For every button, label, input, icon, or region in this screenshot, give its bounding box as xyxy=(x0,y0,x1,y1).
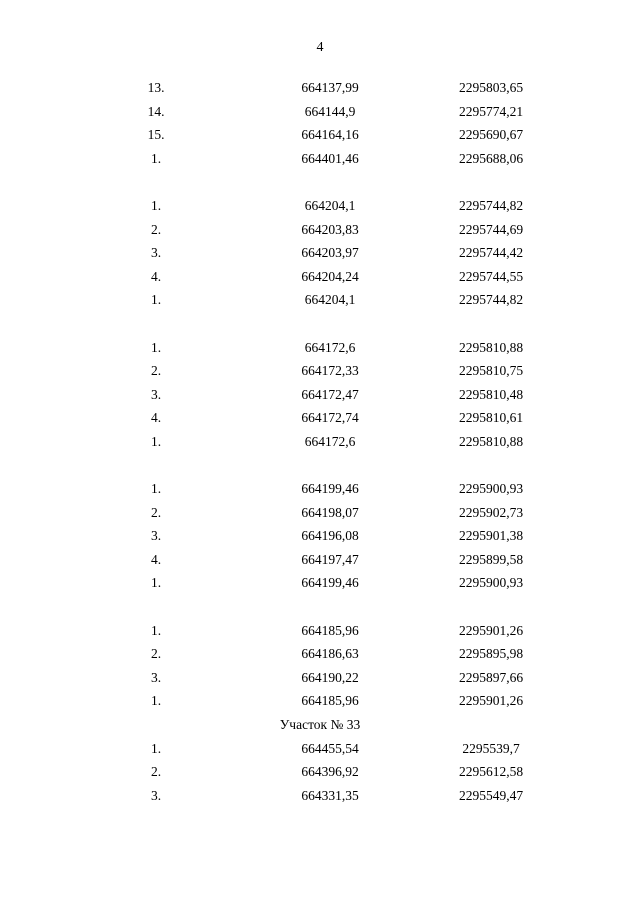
point-number: 1. xyxy=(150,197,162,213)
table-row xyxy=(0,123,640,147)
coordinates-table xyxy=(0,76,640,807)
point-number: 3. xyxy=(150,669,162,685)
point-number: 4. xyxy=(150,268,162,284)
coordinate-y: 2295901,38 xyxy=(458,528,524,544)
table-row xyxy=(0,359,640,383)
coordinate-y: 2295744,42 xyxy=(458,245,524,261)
point-number: 13. xyxy=(147,80,165,95)
point-number: 2. xyxy=(150,646,162,662)
table-row xyxy=(0,548,640,572)
coordinate-x: 664396,92 xyxy=(301,764,359,780)
coordinate-y: 2295899,58 xyxy=(458,551,524,567)
coordinate-x: 664199,46 xyxy=(301,481,359,497)
page-number: 4 xyxy=(316,40,324,55)
coordinate-x: 664190,22 xyxy=(301,669,359,685)
section-heading: Участок № 33 xyxy=(279,717,361,733)
table-row xyxy=(0,288,640,312)
point-number: 1. xyxy=(150,339,162,355)
coordinate-y: 2295744,82 xyxy=(458,197,524,213)
point-number: 2. xyxy=(150,363,162,379)
point-number: 3. xyxy=(150,386,162,402)
table-row xyxy=(0,524,640,548)
point-number: 4. xyxy=(150,551,162,567)
coordinate-y: 2295612,58 xyxy=(458,764,524,780)
coordinate-y: 2295744,69 xyxy=(458,221,524,237)
coordinate-x: 664203,97 xyxy=(301,245,359,261)
table-row xyxy=(0,642,640,666)
table-row xyxy=(0,336,640,360)
table-row xyxy=(0,147,640,171)
point-number: 1. xyxy=(150,292,162,308)
point-number: 4. xyxy=(150,410,162,426)
table-row xyxy=(0,619,640,643)
table-row xyxy=(0,265,640,289)
coordinate-y: 2295810,88 xyxy=(458,433,524,449)
point-number: 1. xyxy=(150,740,162,756)
point-number: 1. xyxy=(150,433,162,449)
table-row xyxy=(0,218,640,242)
point-number: 1. xyxy=(150,481,162,497)
point-number: 3. xyxy=(150,528,162,544)
coordinate-x: 664204,1 xyxy=(304,292,356,308)
coordinate-x: 664172,47 xyxy=(301,386,359,402)
point-number: 2. xyxy=(150,221,162,237)
coordinate-x: 664401,46 xyxy=(301,150,359,166)
coordinate-y: 2295901,26 xyxy=(458,622,524,638)
coordinate-x: 664172,74 xyxy=(301,410,359,426)
table-row xyxy=(0,571,640,595)
section-heading-row xyxy=(0,713,640,737)
coordinate-y: 2295810,75 xyxy=(458,363,524,379)
group-spacer xyxy=(0,170,640,194)
table-row xyxy=(0,666,640,690)
table-row xyxy=(0,477,640,501)
table-row xyxy=(0,383,640,407)
coordinate-y: 2295549,47 xyxy=(458,787,524,803)
coordinate-x: 664144,9 xyxy=(304,103,356,119)
coordinate-y: 2295744,82 xyxy=(458,292,524,308)
table-row xyxy=(0,689,640,713)
coordinate-y: 2295690,67 xyxy=(458,127,524,143)
point-number: 1. xyxy=(150,622,162,638)
group-spacer xyxy=(0,312,640,336)
coordinate-x: 664172,6 xyxy=(304,339,356,355)
coordinate-x: 664185,96 xyxy=(301,622,359,638)
table-row xyxy=(0,241,640,265)
table-row xyxy=(0,760,640,784)
coordinate-y: 2295774,21 xyxy=(458,103,524,119)
coordinate-y: 2295900,93 xyxy=(458,575,524,591)
group-spacer xyxy=(0,454,640,478)
coordinate-x: 664196,08 xyxy=(301,528,359,544)
table-row xyxy=(0,100,640,124)
point-number: 1. xyxy=(150,693,162,709)
point-number: 14. xyxy=(147,103,165,119)
table-row xyxy=(0,784,640,808)
point-number: 2. xyxy=(150,504,162,520)
coordinate-y: 2295895,98 xyxy=(458,646,524,662)
coordinate-y: 2295902,73 xyxy=(458,504,524,520)
coordinate-y: 2295688,06 xyxy=(458,150,524,166)
table-row xyxy=(0,430,640,454)
coordinate-x: 664172,33 xyxy=(301,363,359,379)
coordinate-x: 664331,35 xyxy=(301,787,359,803)
coordinate-y: 2295810,88 xyxy=(458,339,524,355)
point-number: 3. xyxy=(150,787,162,803)
coordinate-x: 664197,47 xyxy=(301,551,359,567)
coordinate-y: 2295901,26 xyxy=(458,693,524,709)
coordinate-x: 664185,96 xyxy=(301,693,359,709)
coordinate-x: 664204,24 xyxy=(301,268,359,284)
coordinate-y: 2295539,7 xyxy=(462,740,520,756)
coordinate-x: 664204,1 xyxy=(304,197,356,213)
group-spacer xyxy=(0,595,640,619)
coordinate-x: 664186,63 xyxy=(301,646,359,662)
table-row xyxy=(0,194,640,218)
point-number: 2. xyxy=(150,764,162,780)
table-row xyxy=(0,737,640,761)
coordinate-y: 2295897,66 xyxy=(458,669,524,685)
coordinate-x: 664199,46 xyxy=(301,575,359,591)
coordinate-x: 664198,07 xyxy=(301,504,359,520)
coordinate-y: 2295900,93 xyxy=(458,481,524,497)
table-row xyxy=(0,76,640,100)
table-row xyxy=(0,406,640,430)
point-number: 1. xyxy=(150,575,162,591)
coordinate-x: 664203,83 xyxy=(301,221,359,237)
coordinate-y: 2295744,55 xyxy=(458,268,524,284)
coordinate-x: 664455,54 xyxy=(301,740,359,756)
coordinate-y: 2295810,48 xyxy=(458,386,524,402)
coordinate-x: 664164,16 xyxy=(301,127,359,143)
point-number: 1. xyxy=(150,150,162,166)
coordinate-x: 664172,6 xyxy=(304,433,356,449)
coordinate-y: 2295803,65 xyxy=(458,80,524,95)
coordinate-y: 2295810,61 xyxy=(458,410,524,426)
coordinate-x: 664137,99 xyxy=(301,80,359,95)
point-number: 3. xyxy=(150,245,162,261)
point-number: 15. xyxy=(147,127,165,143)
table-row xyxy=(0,501,640,525)
